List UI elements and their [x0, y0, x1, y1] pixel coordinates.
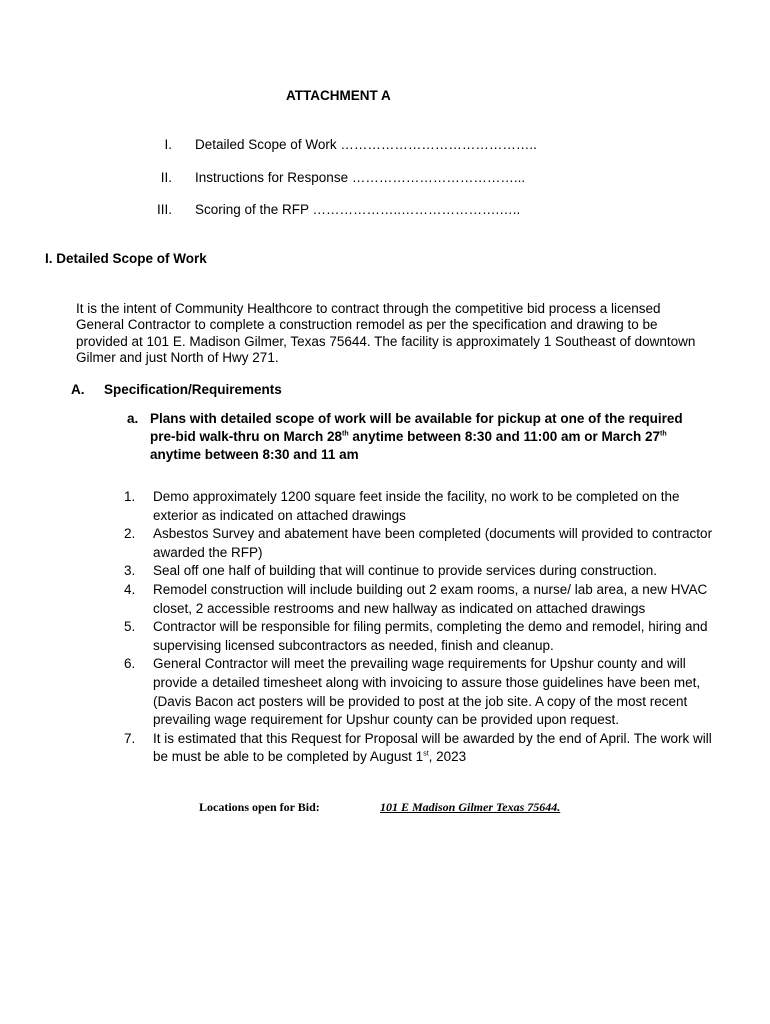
section-heading: I. Detailed Scope of Work — [45, 251, 207, 266]
plans-marker: a. — [127, 411, 139, 426]
list-number: 6. — [124, 656, 136, 672]
toc-text: Detailed Scope of Work …………………………………….. — [195, 137, 537, 152]
list-number: 7. — [124, 730, 136, 746]
plans-item — [127, 410, 707, 464]
list-number: 5. — [124, 619, 136, 635]
plans-text-part: Plans with detailed scope of work will be available for pickup at one of the required pre-bid walk-thru on March 28 — [150, 411, 683, 444]
requirements-list — [124, 488, 714, 767]
list-text-tail: , 2023 — [428, 749, 467, 765]
list-text: It is estimated that this Request for Proposal will be awarded by the end of April. The work will be must be able to be completed by August 1 — [153, 730, 712, 765]
list-text: Asbestos Survey and abatement have been completed (documents will provided to contractor awarded the RFP) — [153, 526, 713, 560]
ordinal-suffix: th — [342, 430, 349, 438]
toc-number: III. — [156, 202, 172, 217]
list-item — [124, 562, 714, 581]
locations-value: 101 E Madison Gilmer Texas 75644. — [380, 800, 561, 814]
ordinal-suffix: st — [423, 750, 429, 758]
intro-paragraph: It is the intent of Community Healthcore to contract through the competitive bid process a licensed General Contractor to complete a construction remodel as per the specification and drawing to be provided at 101 E. Madison Gilmer, Texas 75644. The facility is approximately 1 Southeast of downtown Gilmer and just North of Hwy 271. — [76, 301, 696, 365]
toc-number: I. — [164, 137, 172, 152]
list-item — [124, 618, 714, 655]
toc-text: Instructions for Response ………………………………... — [195, 170, 526, 185]
plans-text-part: anytime between 8:30 and 11 am — [150, 447, 359, 462]
list-number: 4. — [124, 581, 136, 597]
list-item — [124, 525, 714, 562]
list-text: General Contractor will meet the prevailing wage requirements for Upshur county and will provide a detailed timesheet along with invoicing to assure those guidelines have been met, (Davis Bacon act posters will be provided to post at the job site. A copy of the most recent prevailing wage requirement for Upshur county can be provided upon request. — [153, 656, 701, 728]
list-text: Remodel construction will include building out 2 exam rooms, a nurse/ lab area, a new HVAC closet, 2 accessible restrooms and new hallway as indicated on attached drawings — [153, 581, 708, 616]
list-item — [124, 655, 714, 729]
toc-text: Scoring of the RFP ………………..………………….….. — [195, 202, 521, 217]
sub-heading — [71, 382, 282, 397]
toc-item-2 — [0, 170, 770, 188]
list-item — [124, 581, 714, 618]
toc-item-3 — [0, 202, 770, 220]
list-text: Demo approximately 1200 square feet inside the facility, no work to be completed on the exterior as indicated on attached drawings — [153, 489, 680, 523]
ordinal-suffix: th — [660, 430, 667, 438]
toc-item-1 — [0, 137, 770, 155]
list-number: 1. — [124, 489, 136, 504]
list-number: 2. — [124, 526, 136, 542]
plans-text-part: anytime between 8:30 and 11:00 am or March 27 — [348, 429, 661, 444]
list-number: 3. — [124, 563, 136, 579]
locations-label: Locations open for Bid: — [199, 800, 320, 814]
sub-heading-text: Specification/Requirements — [104, 382, 282, 397]
list-text: Contractor will be responsible for filing permits, completing the demo and remodel, hiring and supervising licensed subcontractors as needed, finish and cleanup. — [153, 619, 708, 653]
toc-number: II. — [160, 170, 172, 185]
list-text: Seal off one half of building that will continue to provide services during construction. — [153, 563, 658, 579]
list-item — [124, 488, 714, 525]
page-title: ATTACHMENT A — [286, 88, 391, 103]
list-item — [124, 730, 714, 767]
plans-text — [150, 410, 707, 464]
sub-heading-letter: A. — [71, 382, 85, 397]
